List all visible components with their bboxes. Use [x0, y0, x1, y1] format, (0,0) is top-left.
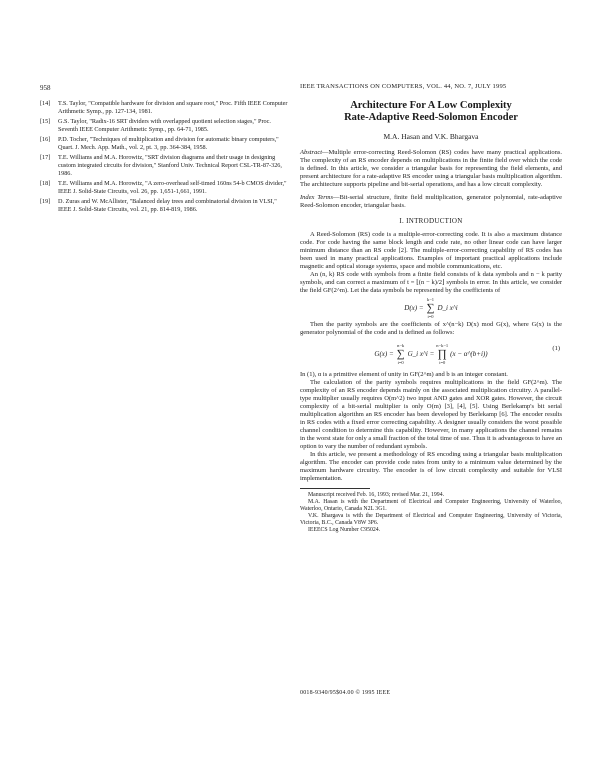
abstract	[300, 149, 562, 189]
pi-product-icon: ∏	[437, 348, 447, 360]
sum-operator	[396, 343, 406, 365]
reference-entry	[40, 136, 288, 152]
footnote: V.K. Bhargava is with the Department of Electrical and Computer Engineering, University of Victoria, Victoria, B.C., Canada V8W 3P6.	[300, 513, 562, 526]
reference-text: T.S. Taylor, "Compatible hardware for division and square root," Proc. Fifth IEEE Computer Arithmetic Symp., pp. 127-134, 1981.	[58, 100, 288, 115]
footnote: M.A. Hasan is with the Department of Electrical and Computer Engineering, University of Waterloo, Waterloo, Ontario, Canada N2L 3G1.	[300, 499, 562, 512]
page-number: 958	[40, 84, 51, 92]
index-terms-body: —Bit-serial structure, finite field multiplication, generator polynomial, rate-adaptive Reed-Solomon encoder, triangular basis.	[300, 194, 562, 209]
body-paragraph: Then the parity symbols are the coefficients of x^(n−k) D(x) mod G(x), where G(x) is the generator polynomial of the code and is defined as follows:	[300, 321, 562, 336]
reference-entry	[40, 154, 288, 178]
sum-lower-limit: i=0	[397, 360, 404, 365]
title-line: Architecture For A Low Complexity	[350, 100, 512, 111]
body-paragraph: In (1), α is a primitive element of unity in GF(2^m) and b is an integer constant.	[300, 371, 508, 378]
reference-entry	[40, 198, 288, 214]
reference-number: [14]	[40, 100, 51, 107]
reference-number: [19]	[40, 198, 51, 205]
references-column	[40, 100, 288, 216]
title-line: Rate-Adaptive Reed-Solomon Encoder	[344, 112, 518, 123]
equation-rhs: (x − α^(b+i))	[450, 350, 488, 358]
product-upper-limit: n−k−1	[436, 343, 449, 348]
body-paragraph: A Reed-Solomon (RS) code is a multiple-error-correcting code. It is also a maximum distance code. For code having the same block length and code rate, no other linear code can have larger minimum distance than an RS code [2]. The multiple-error-correcting capability of RS codes has been used in many practical applications. Examples of important practical applications include magnetic and optical storage systems, space and mobile communications, etc.	[300, 231, 562, 270]
sum-operator	[426, 297, 436, 319]
reference-text: G.S. Taylor, "Radix-16 SRT dividers with overlapped quotient selection stages," Proc. Seventh IEEE Computer Arithmetic Symp., pp. 64-71, 1985.	[58, 118, 271, 133]
reference-entry	[40, 180, 288, 196]
reference-entry	[40, 118, 288, 134]
reference-entry	[40, 100, 288, 116]
reference-text: D. Zuras and W. McAllister, "Balanced delay trees and combinatorial division in VLSI," IEEE J. Solid-State Circuits, vol. 21, pp. 814-819, 1986.	[58, 198, 277, 213]
sum-lower-limit: i=0	[427, 314, 434, 319]
reference-text: P.D. Tocher, "Techniques of multiplication and division for automatic binary computers," Quart. J. Mech. App. Math., vol. 2, pt. 3, pp. 364-384, 1958.	[58, 136, 279, 151]
index-terms-label: Index Terms	[300, 194, 334, 201]
reference-number: [15]	[40, 118, 51, 125]
equation-rhs: D_i x^i	[437, 304, 458, 312]
sum-upper-limit: k−1	[426, 297, 435, 302]
footnote: Manuscript received Feb. 16, 1993; revised Mar. 21, 1994.	[308, 492, 445, 498]
reference-text: T.E. Williams and M.A. Horowitz, "SRT division diagrams and their usage in designing custom integrated circuits for division," Stanford Univ. Technical Report CSL-TR-87-326, 1986.	[58, 154, 282, 177]
equation-lhs: D(x) =	[404, 304, 424, 312]
sigma-icon: ∑	[396, 348, 405, 360]
body-paragraph: The calculation of the parity symbols requires multiplications in the field GF(2^m). The complexity of an RS encoder depends mainly on the associated multiplication circuitry. A parallel-type multiplier usually requires O(m^2) two input AND gates and XOR gates. However, the circuit complexity of a bit-serial multiplier is only O(m) [3], [4], [5]. Using Berlekamp's bit serial multiplication algorithm an RS encoder has been developed by Berlekamp [6]. The encoder results in RS codes with a fixed error correcting capability. A designer usually considers the worst possible channel condition to determine this capability. However, in many applications the channel remains in the worst state for only a small fraction of the total time of use. Thus it is advantageous to have an option to vary the number of redundant symbols.	[300, 379, 562, 450]
product-operator	[436, 343, 448, 365]
paper-authors: M.A. Hasan and V.K. Bhargava	[383, 132, 479, 141]
equation-number: (1)	[552, 345, 560, 352]
equation-generator-polynomial	[300, 339, 562, 369]
product-lower-limit: i=0	[439, 360, 446, 365]
index-terms	[300, 194, 562, 210]
equation-lhs: G(x) =	[374, 350, 394, 358]
section-heading: I. INTRODUCTION	[399, 217, 463, 225]
equation-data-polynomial	[300, 297, 562, 319]
footnote: IEEECS Log Number C95024.	[308, 527, 381, 533]
abstract-label: Abstract	[300, 149, 323, 156]
equation-middle: G_i x^i =	[407, 350, 435, 358]
abstract-body: —Multiple error-correcting Reed-Solomon (RS) codes have many practical applications. The complexity of an RS encoder depends on multiplications in the finite field over which the code is defined. In this article, we consider a triangular basis for representing the field elements, and present architecture for a rate-adaptive RS encoder using a triangular basis multiplication algorithm. The architecture supports pipeline and bit-serial operations, and has a low circuit complexity.	[300, 149, 562, 188]
reference-number: [16]	[40, 136, 51, 143]
copyright-line: 0018-9340/95$04.00 © 1995 IEEE	[300, 690, 391, 696]
reference-number: [18]	[40, 180, 51, 187]
reference-text: T.E. Williams and M.A. Horowitz, "A zero-overhead self-timed 160ns 54-b CMOS divider," IEEE J. Solid-State Circuits, vol. 26, pp. 1,651-1,661, 1991.	[58, 180, 287, 195]
sum-upper-limit: n−k	[397, 343, 405, 348]
running-head: IEEE TRANSACTIONS ON COMPUTERS, VOL. 44, NO. 7, JULY 1995	[300, 83, 507, 90]
reference-number: [17]	[40, 154, 51, 161]
footnote-divider	[300, 488, 370, 489]
sigma-icon: ∑	[426, 302, 435, 314]
body-paragraph: An (n, k) RS code with symbols from a finite field consists of k data symbols and n − k parity symbols, and can correct a maximum of t = ⌊(n − k)/2⌋ symbols in error. In this article, we consider the field GF(2^m). Let the data symbols be represented by the coefficients of	[300, 271, 562, 294]
paper-column	[300, 100, 562, 534]
body-paragraph: In this article, we present a methodology of RS encoding using a triangular basis multiplication algorithm. The encoder can provide code rates from unity to a minimum value determined by the maximum hardware circuitry. The encoder is of low circuit complexity and suitable for VLSI implementation.	[300, 451, 562, 482]
paper-title	[300, 100, 562, 124]
